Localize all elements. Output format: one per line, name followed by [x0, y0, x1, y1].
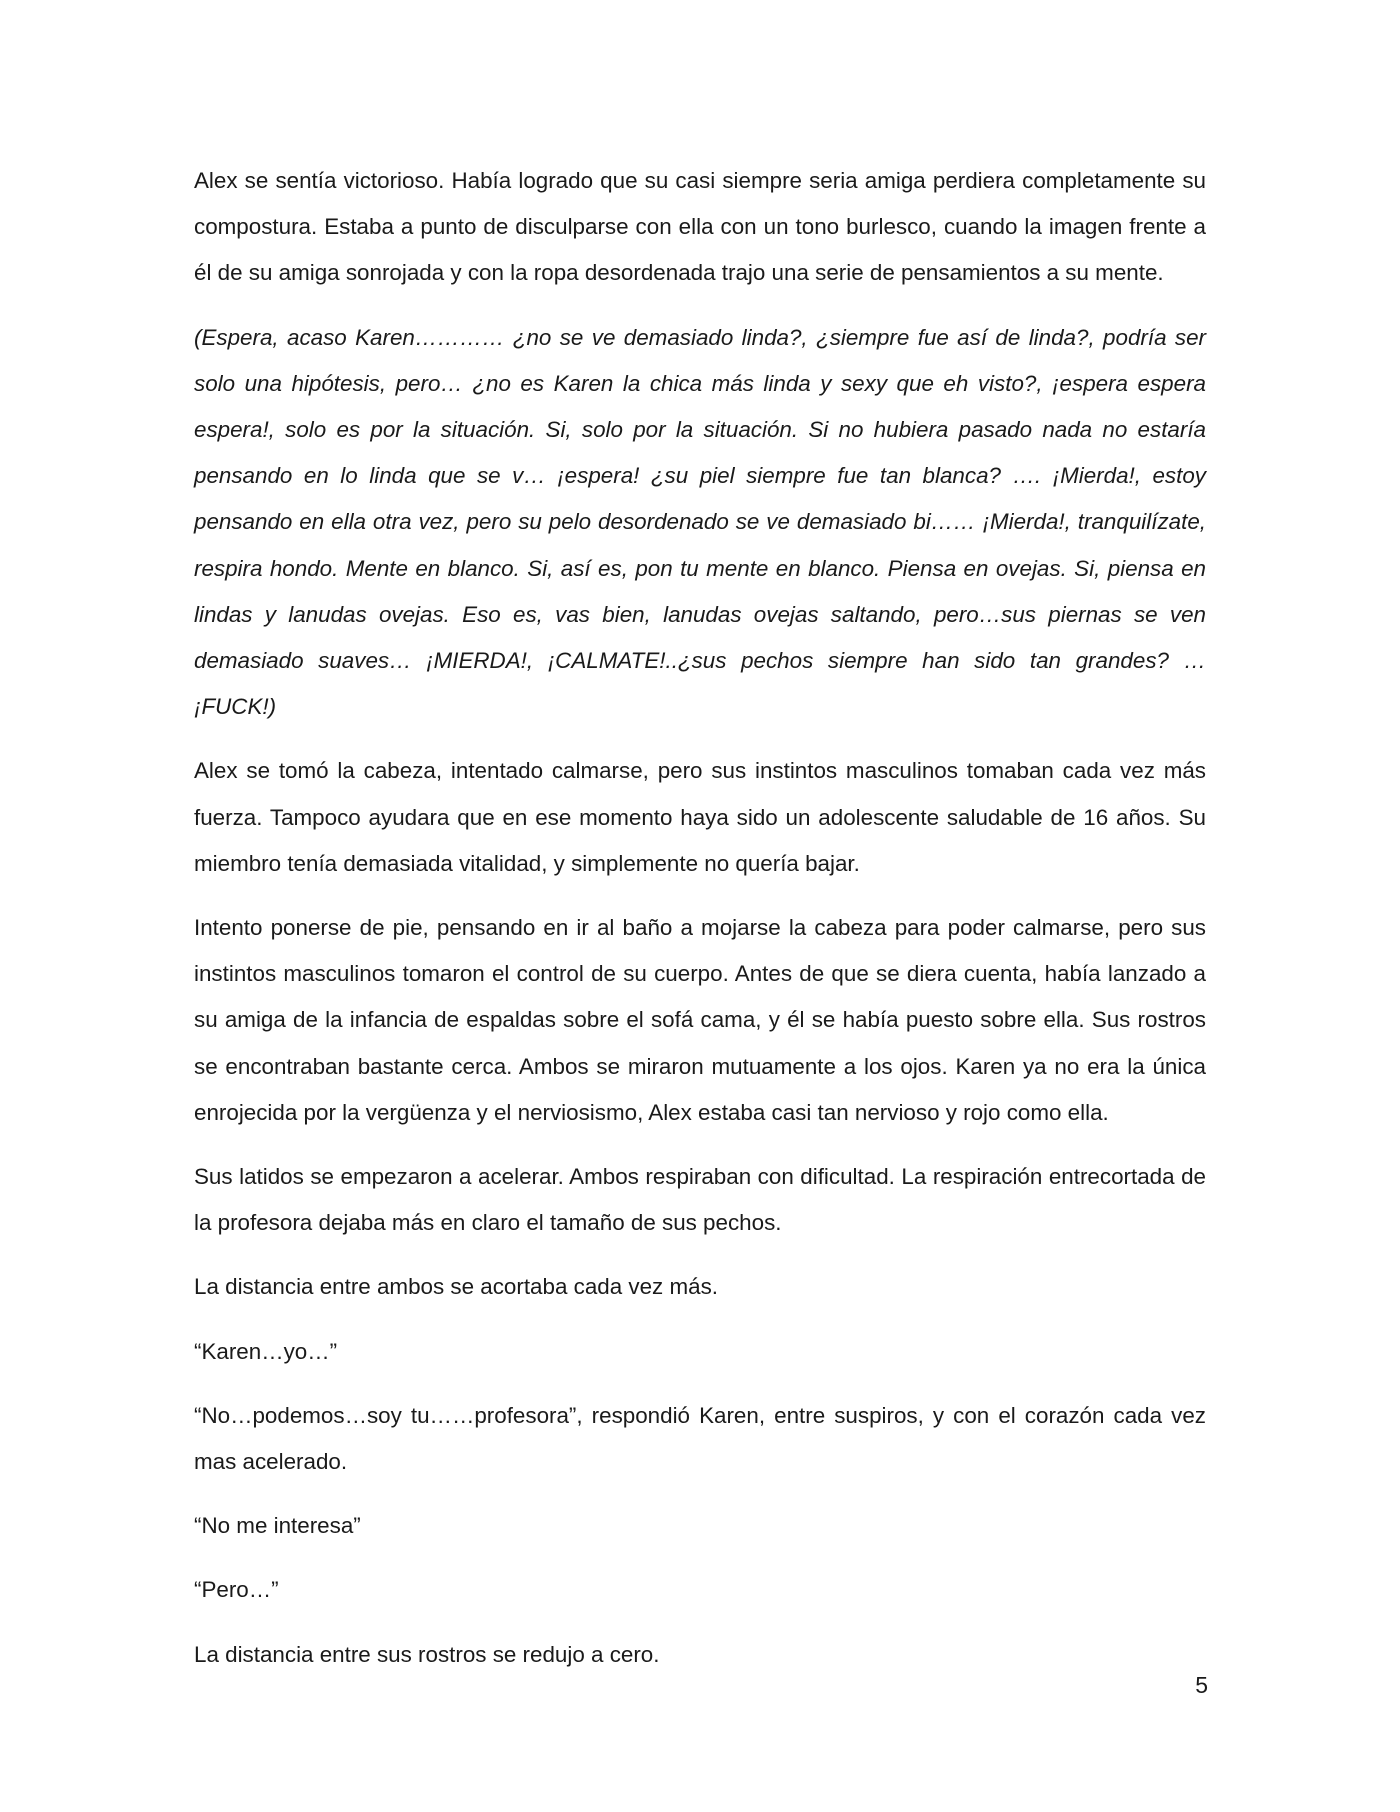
dialogue-no-podemos: “No…podemos…soy tu……profesora”, respondió Karen, entre suspiros, y con el corazón cada vez mas acelerado.: [194, 1402, 1206, 1475]
paragraph-heartbeats: Sus latidos se empezaron a acelerar. Ambos respiraban con dificultad. La respiración entrecortada de la profesora dejaba más en claro el tamaño de sus pechos.: [194, 1164, 1206, 1236]
dialogue-pero: “Pero…”: [194, 1577, 279, 1603]
paragraph-inner-monologue: (Espera, acaso Karen………… ¿no se ve demasiado linda?, ¿siempre fue así de linda?, podría ser solo una hipótesis, pero… ¿no es Karen la chica más linda y sexy que eh visto?, ¡espera espera espera!, solo es por la situación. Si, solo por la situación. Si no hubiera pasado nada no estaría pensando en lo linda que se v… ¡espera! ¿su piel siempre fue tan blanca? …. ¡Mierda!, estoy pensando en ella otra vez, pero su pelo desordenado se ve demasiado bi…… ¡Mierda!, tranquilízate, respira hondo. Mente en blanco. Si, así es, pon tu mente en blanco. Piensa en ovejas. Si, piensa en lindas y lanudas ovejas. Eso es, vas bien, lanudas ovejas saltando, pero…sus piernas se ven demasiado suaves… ¡MIERDA!, ¡CALMATE!..¿sus pechos siempre han sido tan grandes? … ¡FUCK!): [194, 324, 1206, 720]
paragraph-sofa: Intento ponerse de pie, pensando en ir al baño a mojarse la cabeza para poder calmarse, pero sus instintos masculinos tomaron el control de su cuerpo. Antes de que se diera cuenta, había lanzado a su amiga de la infancia de espaldas sobre el sofá cama, y él se había puesto sobre ella. Sus rostros se encontraban bastante cerca. Ambos se miraron mutuamente a los ojos. Karen ya no era la única enrojecida por la vergüenza y el nerviosismo, Alex estaba casi tan nervioso y rojo como ella.: [194, 915, 1206, 1125]
paragraph-distance-zero: La distancia entre sus rostros se redujo a cero.: [194, 1641, 660, 1667]
page-number: 5: [1195, 1672, 1208, 1698]
paragraph-instincts: Alex se tomó la cabeza, intentado calmarse, pero sus instintos masculinos tomaban cada vez más fuerza. Tampoco ayudara que en ese momento haya sido un adolescente saludable de 16 años. Su miembro tenía demasiada vitalidad, y simplemente no quería bajar.: [194, 758, 1206, 876]
paragraph-distance-shrinking: La distancia entre ambos se acortaba cada vez más.: [194, 1274, 718, 1300]
body-text: [194, 158, 1206, 1696]
paragraph-victorious: Alex se sentía victorioso. Había logrado que su casi siempre seria amiga perdiera completamente su compostura. Estaba a punto de disculparse con ella con un tono burlesco, cuando la imagen frente a él de su amiga sonrojada y con la ropa desordenada trajo una serie de pensamientos a su mente.: [194, 168, 1206, 286]
dialogue-no-me-interesa: “No me interesa”: [194, 1513, 361, 1539]
dialogue-karen-yo: “Karen…yo…”: [194, 1338, 338, 1364]
